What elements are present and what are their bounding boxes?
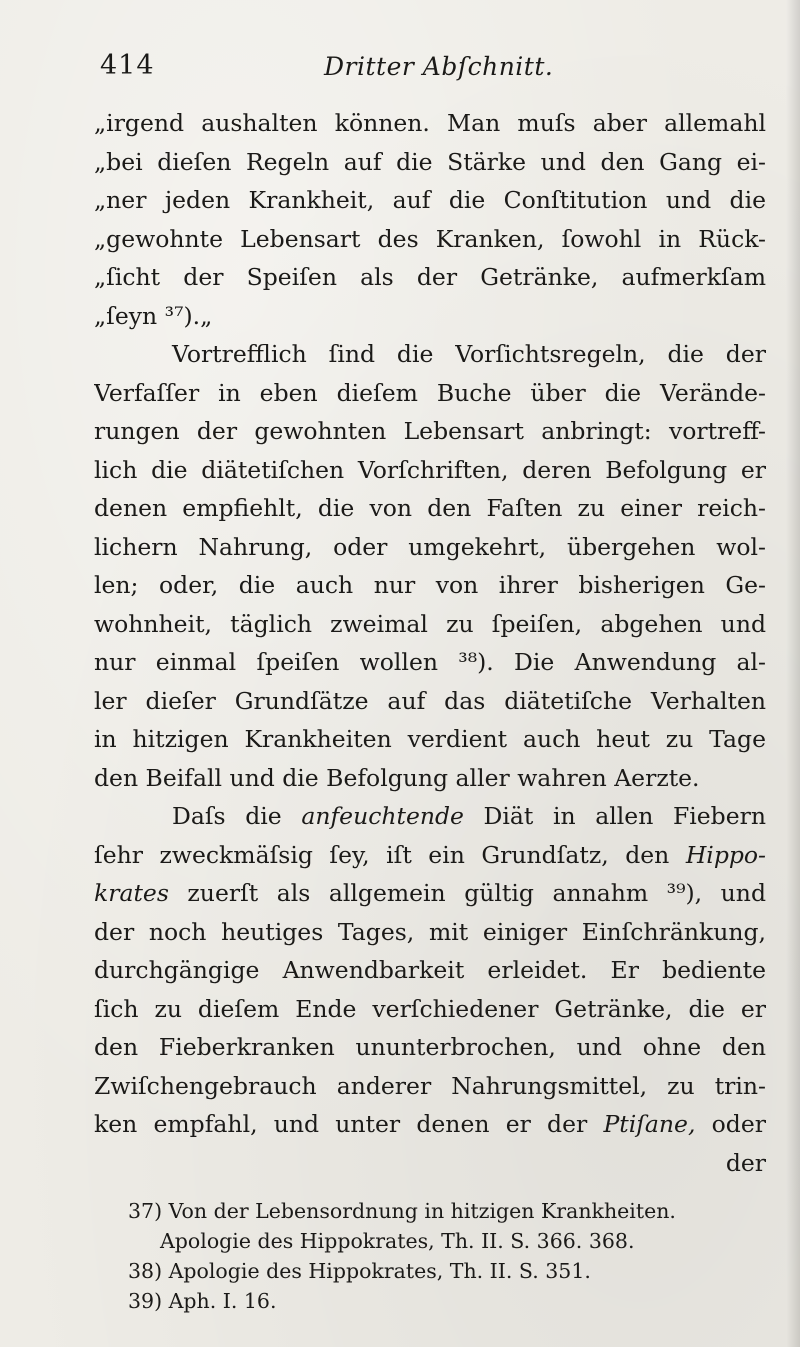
footnote-line: 37) Von der Lebensordnung in hitzigen Krankheiten. (128, 1199, 676, 1223)
text-line: in hitzigen Krankheiten verdient auch heut zu Tage (94, 725, 766, 753)
text-line: den Beifall und die Befolgung aller wahren Aerzte. (94, 763, 700, 792)
text-line: ler dieſer Grundſätze auf das diätetiſche Verhalten (94, 686, 766, 715)
text-line: lich die diätetiſchen Vorſchriften, deren Befolgung er (94, 455, 766, 484)
text-line: lichern Nahrung, oder umgekehrt, übergehen wol- (94, 532, 766, 561)
text-line: ſich zu dieſem Ende verſchiedener Getränke, die er (94, 994, 766, 1023)
text-line: „irgend aushalten können. Man muſs aber allemahl (94, 109, 766, 137)
text-line: „bei dieſen Regeln auf die Stärke und den Gang ei- (94, 147, 766, 176)
text-line: ken empfahl, und unter denen er der Ptiſane, oder (94, 1110, 766, 1138)
text-line: krates zuerſt als allgemein gültig annahm ³⁹), und (94, 879, 766, 907)
text-line: len; oder, die auch nur von ihrer bisherigen Ge- (94, 571, 766, 599)
text-line: Verfaſſer in eben dieſem Buche über die Verände- (94, 378, 766, 407)
text-line: „ner jeden Krankheit, auf die Conſtitution und die (94, 186, 766, 214)
body-text (94, 104, 766, 1182)
page-edge-shadow (786, 0, 800, 1347)
text-line: Vortrefflich ſind die Vorſichtsregeln, die der (172, 340, 766, 368)
footnote-line: 38) Apologie des Hippokrates, Th. II. S. 351. (128, 1259, 591, 1283)
text-line: Zwiſchengebrauch anderer Nahrungsmittel, zu trin- (94, 1071, 766, 1100)
text-line: „ſeyn ³⁷).„ (94, 301, 213, 330)
text-line: rungen der gewohnten Lebensart anbringt: vortreff- (94, 417, 766, 445)
text-line: denen empfiehlt, die von den Faſten zu einer reich- (94, 494, 766, 522)
footnote-line: Apologie des Hippokrates, Th. II. S. 366. 368. (160, 1229, 635, 1253)
text-line: ſehr zweckmäſsig ſey, iſt ein Grundſatz, den Hippo- (94, 840, 766, 869)
running-head: Dritter Abſchnitt. (324, 52, 554, 81)
text-line: durchgängige Anwendbarkeit erleidet. Er bediente (94, 956, 766, 984)
text-line: Daſs die anfeuchtende Diät in allen Fiebern (172, 802, 766, 830)
footnotes (128, 1196, 768, 1316)
text-line: der noch heutiges Tages, mit einiger Einſchränkung, (94, 917, 766, 946)
text-line: den Fieberkranken ununterbrochen, und ohne den (94, 1033, 766, 1061)
text-line: „gewohnte Lebensart des Kranken, ſowohl in Rück- (94, 224, 766, 253)
text-line: „ſicht der Speiſen als der Getränke, aufmerkſam (94, 263, 766, 291)
text-line: nur einmal ſpeiſen wollen ³⁸). Die Anwendung al- (94, 648, 766, 676)
text-line: wohnheit, täglich zweimal zu ſpeiſen, abgehen und (94, 609, 766, 638)
page-header (100, 50, 760, 90)
page-number: 414 (100, 50, 155, 81)
text-line: der (725, 1148, 766, 1177)
footnote-line: 39) Aph. I. 16. (128, 1289, 277, 1313)
